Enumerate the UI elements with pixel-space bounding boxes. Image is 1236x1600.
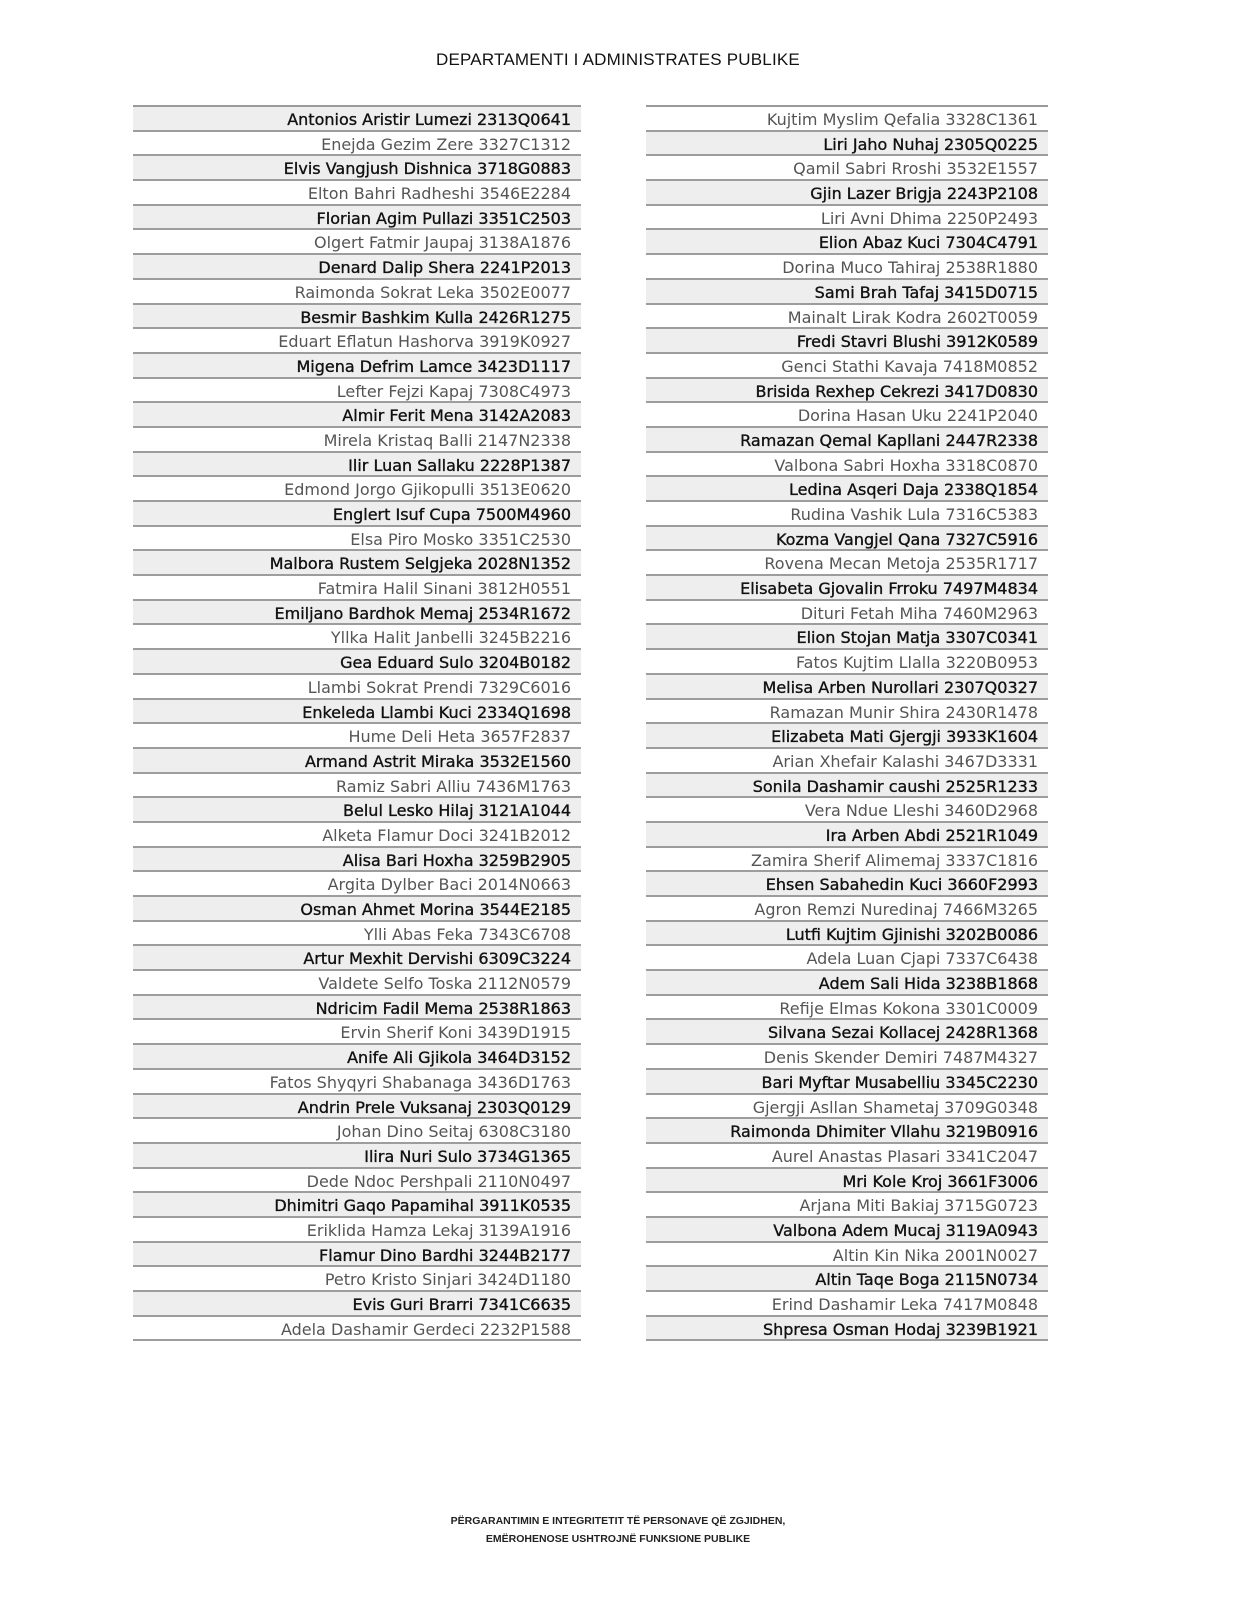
list-item: Ilir Luan Sallaku 2228P1387 (133, 453, 581, 478)
list-item: Silvana Sezai Kollacej 2428R1368 (646, 1020, 1048, 1045)
list-item: Genci Stathi Kavaja 7418M0852 (646, 354, 1048, 379)
list-item: Elion Stojan Matja 3307C0341 (646, 625, 1048, 650)
list-item: Fatos Kujtim Llalla 3220B0953 (646, 650, 1048, 675)
list-item: Fatos Shyqyri Shabanaga 3436D1763 (133, 1070, 581, 1095)
list-item: Alisa Bari Hoxha 3259B2905 (133, 848, 581, 873)
list-item: Sami Brah Tafaj 3415D0715 (646, 280, 1048, 305)
list-item: Ilira Nuri Sulo 3734G1365 (133, 1144, 581, 1169)
list-item: Dede Ndoc Pershpali 2110N0497 (133, 1169, 581, 1194)
list-item: Lutfi Kujtim Gjinishi 3202B0086 (646, 922, 1048, 947)
list-item: Denis Skender Demiri 7487M4327 (646, 1045, 1048, 1070)
list-item: Enejda Gezim Zere 3327C1312 (133, 132, 581, 157)
list-item: Agron Remzi Nuredinaj 7466M3265 (646, 897, 1048, 922)
list-item: Evis Guri Brarri 7341C6635 (133, 1292, 581, 1317)
list-item: Arian Xhefair Kalashi 3467D3331 (646, 749, 1048, 774)
list-item: Eduart Eflatun Hashorva 3919K0927 (133, 329, 581, 354)
page-title: DEPARTAMENTI I ADMINISTRATES PUBLIKE (436, 50, 800, 69)
list-item: Adela Dashamir Gerdeci 2232P1588 (133, 1317, 581, 1342)
list-item: Ira Arben Abdi 2521R1049 (646, 823, 1048, 848)
list-item: Enkeleda Llambi Kuci 2334Q1698 (133, 700, 581, 725)
list-item: Altin Taqe Boga 2115N0734 (646, 1267, 1048, 1292)
list-item: Migena Defrim Lamce 3423D1117 (133, 354, 581, 379)
list-item: Raimonda Dhimiter Vllahu 3219B0916 (646, 1119, 1048, 1144)
list-item: Refije Elmas Kokona 3301C0009 (646, 996, 1048, 1021)
list-item: Mainalt Lirak Kodra 2602T0059 (646, 305, 1048, 330)
list-item: Mri Kole Kroj 3661F3006 (646, 1169, 1048, 1194)
list-item: Mirela Kristaq Balli 2147N2338 (133, 428, 581, 453)
list-item: Melisa Arben Nurollari 2307Q0327 (646, 675, 1048, 700)
list-item: Gea Eduard Sulo 3204B0182 (133, 650, 581, 675)
list-item: Vera Ndue Lleshi 3460D2968 (646, 798, 1048, 823)
list-item: Llambi Sokrat Prendi 7329C6016 (133, 675, 581, 700)
list-item: Belul Lesko Hilaj 3121A1044 (133, 798, 581, 823)
list-item: Yllka Halit Janbelli 3245B2216 (133, 625, 581, 650)
list-item: Olgert Fatmir Jaupaj 3138A1876 (133, 230, 581, 255)
list-item: Gjin Lazer Brigja 2243P2108 (646, 181, 1048, 206)
footer-line-2: EMËROHENOSE USHTROJNË FUNKSIONE PUBLIKE (485, 1533, 751, 1545)
list-item: Valbona Sabri Hoxha 3318C0870 (646, 453, 1048, 478)
list-item: Ledina Asqeri Daja 2338Q1854 (646, 477, 1048, 502)
list-item: Gjergji Asllan Shametaj 3709G0348 (646, 1095, 1048, 1120)
list-item: Zamira Sherif Alimemaj 3337C1816 (646, 848, 1048, 873)
list-item: Ramazan Munir Shira 2430R1478 (646, 700, 1048, 725)
list-item: Liri Avni Dhima 2250P2493 (646, 206, 1048, 231)
list-item: Alketa Flamur Doci 3241B2012 (133, 823, 581, 848)
list-item: Altin Kin Nika 2001N0027 (646, 1243, 1048, 1268)
list-item: Denard Dalip Shera 2241P2013 (133, 255, 581, 280)
list-item: Eriklida Hamza Lekaj 3139A1916 (133, 1218, 581, 1243)
list-item: Anife Ali Gjikola 3464D3152 (133, 1045, 581, 1070)
list-item: Erind Dashamir Leka 7417M0848 (646, 1292, 1048, 1317)
list-item: Edmond Jorgo Gjikopulli 3513E0620 (133, 477, 581, 502)
list-item: Liri Jaho Nuhaj 2305Q0225 (646, 132, 1048, 157)
list-item: Valbona Adem Mucaj 3119A0943 (646, 1218, 1048, 1243)
list-item: Dorina Muco Tahiraj 2538R1880 (646, 255, 1048, 280)
list-item: Artur Mexhit Dervishi 6309C3224 (133, 946, 581, 971)
list-item: Osman Ahmet Morina 3544E2185 (133, 897, 581, 922)
list-item: Hume Deli Heta 3657F2837 (133, 724, 581, 749)
list-item: Elizabeta Mati Gjergji 3933K1604 (646, 724, 1048, 749)
list-item: Andrin Prele Vuksanaj 2303Q0129 (133, 1095, 581, 1120)
list-item: Adem Sali Hida 3238B1868 (646, 971, 1048, 996)
list-item: Ramiz Sabri Alliu 7436M1763 (133, 774, 581, 799)
list-item: Ylli Abas Feka 7343C6708 (133, 922, 581, 947)
footer-line-1: PËRGARANTIMIN E INTEGRITETIT TË PERSONAVE QË ZGJIDHEN, (450, 1515, 786, 1527)
list-item: Argita Dylber Baci 2014N0663 (133, 872, 581, 897)
list-item: Armand Astrit Miraka 3532E1560 (133, 749, 581, 774)
list-item: Emiljano Bardhok Memaj 2534R1672 (133, 601, 581, 626)
list-item: Malbora Rustem Selgjeka 2028N1352 (133, 551, 581, 576)
list-item: Antonios Aristir Lumezi 2313Q0641 (133, 107, 581, 132)
list-item: Ehsen Sabahedin Kuci 3660F2993 (646, 872, 1048, 897)
list-item: Elsa Piro Mosko 3351C2530 (133, 527, 581, 552)
list-item: Sonila Dashamir caushi 2525R1233 (646, 774, 1048, 799)
list-item: Flamur Dino Bardhi 3244B2177 (133, 1243, 581, 1268)
list-item: Brisida Rexhep Cekrezi 3417D0830 (646, 379, 1048, 404)
list-item: Dorina Hasan Uku 2241P2040 (646, 403, 1048, 428)
list-item: Dhimitri Gaqo Papamihal 3911K0535 (133, 1193, 581, 1218)
list-item: Petro Kristo Sinjari 3424D1180 (133, 1267, 581, 1292)
list-item: Lefter Fejzi Kapaj 7308C4973 (133, 379, 581, 404)
list-item: Elisabeta Gjovalin Frroku 7497M4834 (646, 576, 1048, 601)
footer (0, 1512, 1236, 1548)
list-item: Rudina Vashik Lula 7316C5383 (646, 502, 1048, 527)
list-item: Fredi Stavri Blushi 3912K0589 (646, 329, 1048, 354)
list-item: Raimonda Sokrat Leka 3502E0077 (133, 280, 581, 305)
list-item: Kujtim Myslim Qefalia 3328C1361 (646, 107, 1048, 132)
list-item: Englert Isuf Cupa 7500M4960 (133, 502, 581, 527)
list-item: Elvis Vangjush Dishnica 3718G0883 (133, 156, 581, 181)
list-item: Elton Bahri Radheshi 3546E2284 (133, 181, 581, 206)
list-item: Fatmira Halil Sinani 3812H0551 (133, 576, 581, 601)
list-item: Valdete Selfo Toska 2112N0579 (133, 971, 581, 996)
list-item: Rovena Mecan Metoja 2535R1717 (646, 551, 1048, 576)
right-name-column (646, 105, 1048, 1341)
list-item: Almir Ferit Mena 3142A2083 (133, 403, 581, 428)
list-item: Ndricim Fadil Mema 2538R1863 (133, 996, 581, 1021)
list-item: Adela Luan Cjapi 7337C6438 (646, 946, 1048, 971)
list-item: Dituri Fetah Miha 7460M2963 (646, 601, 1048, 626)
list-item: Ramazan Qemal Kapllani 2447R2338 (646, 428, 1048, 453)
list-item: Florian Agim Pullazi 3351C2503 (133, 206, 581, 231)
list-item: Elion Abaz Kuci 7304C4791 (646, 230, 1048, 255)
list-item: Shpresa Osman Hodaj 3239B1921 (646, 1317, 1048, 1342)
list-item: Kozma Vangjel Qana 7327C5916 (646, 527, 1048, 552)
left-name-column (133, 105, 581, 1341)
list-item: Aurel Anastas Plasari 3341C2047 (646, 1144, 1048, 1169)
list-item: Besmir Bashkim Kulla 2426R1275 (133, 305, 581, 330)
list-item: Johan Dino Seitaj 6308C3180 (133, 1119, 581, 1144)
list-item: Bari Myftar Musabelliu 3345C2230 (646, 1070, 1048, 1095)
list-item: Ervin Sherif Koni 3439D1915 (133, 1020, 581, 1045)
list-item: Qamil Sabri Rroshi 3532E1557 (646, 156, 1048, 181)
list-item: Arjana Miti Bakiaj 3715G0723 (646, 1193, 1048, 1218)
